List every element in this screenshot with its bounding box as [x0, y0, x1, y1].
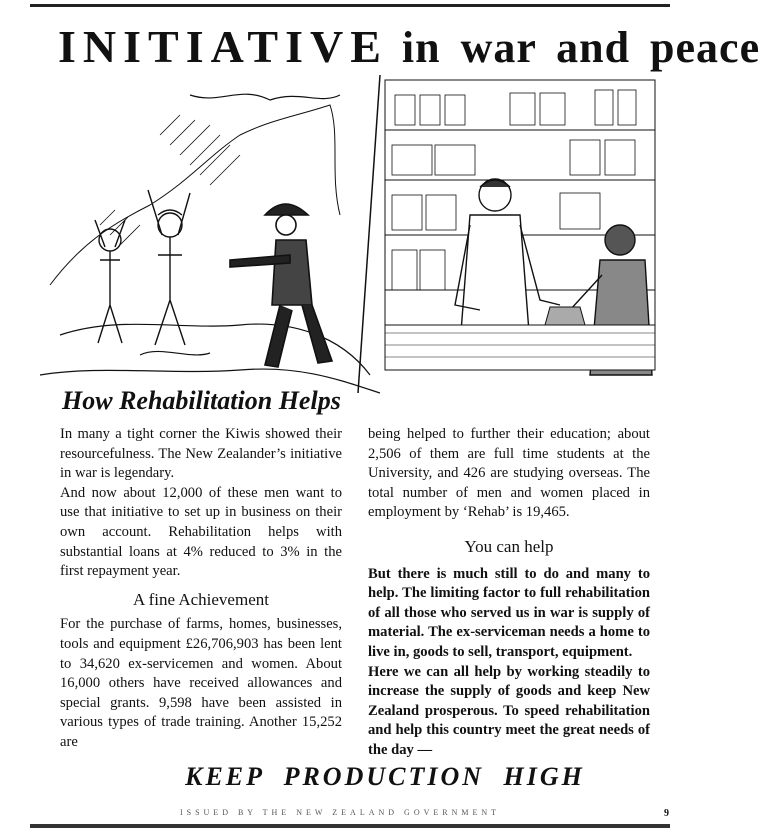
paragraph: For the purchase of farms, homes, businesses, tools and equipment £26,706,903 has been lent to 34,620 ex-servicemen and women. About 16,000 others have received allowances and special grants. 9,598 have been assisted in various types of trade training. Another 15,252 are	[60, 616, 342, 750]
subheading-fine-achievement: A fine Achievement	[133, 589, 269, 609]
section-heading: How Rehabilitation Helps	[62, 386, 341, 415]
shop-scene	[385, 80, 655, 375]
page-number: 9	[664, 808, 669, 819]
top-rule	[30, 4, 670, 7]
illustration	[40, 75, 658, 393]
paragraph: And now about 12,000 of these men want to use that initiative to set up in business on their own account. Rehabilitation helps with substantial loans at 4% reduced to 3% in the first repayment year.	[60, 484, 342, 580]
left-column	[60, 425, 342, 753]
right-column	[368, 425, 650, 761]
paragraph: being helped to further their education; about 2,506 of them are full time students at the University, and 426 are studying overseas. The total number of men and women placed in employment by ‘Rehab’ is 19,465.	[368, 426, 650, 521]
subheading-you-can-help: You can help	[464, 536, 554, 556]
title-initiative: INITIATIVE	[58, 21, 388, 72]
paragraph: In many a tight corner the Kiwis showed their resourcefulness. The New Zealander’s initiative in war is legendary.	[60, 426, 342, 482]
surrendering-soldiers	[95, 190, 190, 345]
shopkeeper	[455, 179, 560, 345]
page-title	[58, 21, 760, 72]
war-scene	[40, 94, 380, 393]
kiwi-soldier	[230, 204, 332, 367]
paragraph: Here we can all help by working steadily to increase the supply of goods and keep New Zealand prosperous. To speed rehabilitation and help this country meet the great needs of the day —	[368, 663, 650, 758]
footer-credit: ISSUED BY THE NEW ZEALAND GOVERNMENT	[179, 808, 501, 817]
bottom-rule	[30, 824, 670, 828]
slogan: KEEP PRODUCTION HIGH	[185, 762, 585, 791]
title-rest: in war and peace	[401, 23, 760, 72]
paragraph: But there is much still to do and many to help. The limiting factor to full rehabilitation of all those who served us in war is supply of material. The ex-serviceman needs a home to live in, goods to sell, transport, equipment.	[368, 565, 650, 660]
